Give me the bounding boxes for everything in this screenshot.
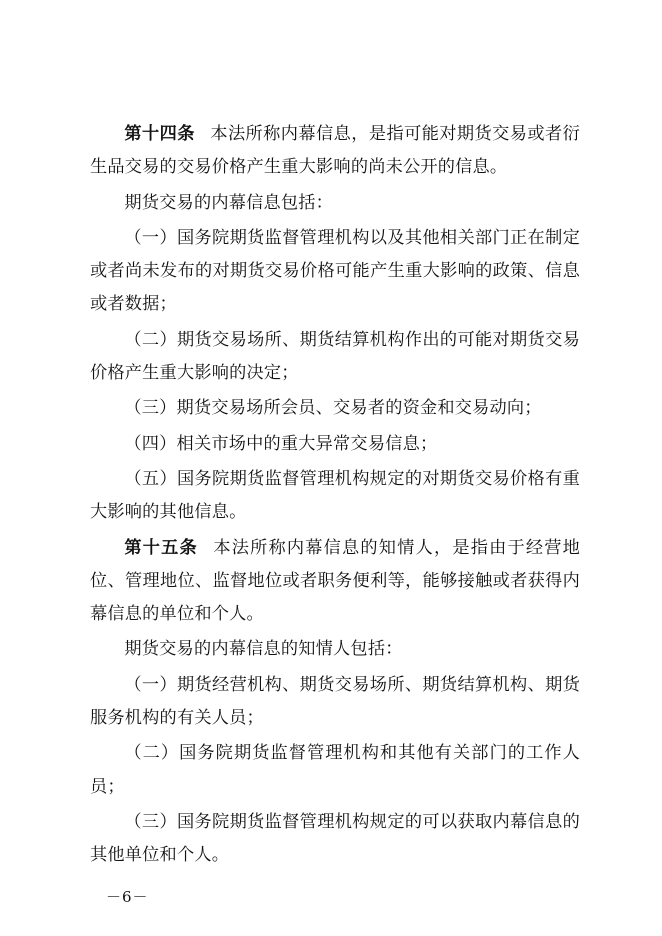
article-14-item-4: （四）相关市场中的重大异常交易信息；	[124, 433, 438, 454]
article-15-item-2: （二）国务院期货监督管理机构和其他有关部门的工作人员；	[90, 743, 580, 797]
article-14-item-5: （五）国务院期货监督管理机构规定的对期货交易价格有重大影响的其他信息。	[90, 468, 580, 523]
article-15-item-1: （一）期货经营机构、期货交易场所、期货结算机构、期货服务机构的有关人员；	[90, 674, 580, 729]
article-15-text: 本法所称内幕信息的知情人，是指由于经营地位、管理地位、监督地位或者职务便利等，能够接触或者获得内幕信息的单位和个人。	[90, 537, 580, 625]
article-15-label: 第十五条	[124, 537, 198, 558]
article-15-item-3: （三）国务院期货监督管理机构规定的可以获取内幕信息的其他单位和个人。	[90, 811, 580, 866]
article-15-paragraph	[90, 532, 580, 632]
page-number: －6－	[106, 888, 149, 906]
article-14-intro: 期货交易的内幕信息包括：	[124, 192, 334, 213]
article-14-label: 第十四条	[124, 124, 195, 144]
article-14-paragraph	[90, 118, 580, 185]
article-14-item-1: （一）国务院期货监督管理机构以及其他相关部门正在制定或者尚未发布的对期货交易价格可能产生重大影响的政策、信息或者数据；	[90, 227, 580, 315]
article-15-intro: 期货交易的内幕信息的知情人包括：	[124, 639, 403, 660]
article-14-item-2: （二）期货交易场所、期货结算机构作出的可能对期货交易价格产生重大影响的决定；	[90, 329, 580, 384]
article-14-item-3: （三）期货交易场所会员、交易者的资金和交易动向；	[124, 398, 542, 419]
article-14-text: 本法所称内幕信息，是指可能对期货交易或者衍生品交易的交易价格产生重大影响的尚未公开的信息。	[90, 124, 580, 178]
document-body	[90, 118, 580, 873]
